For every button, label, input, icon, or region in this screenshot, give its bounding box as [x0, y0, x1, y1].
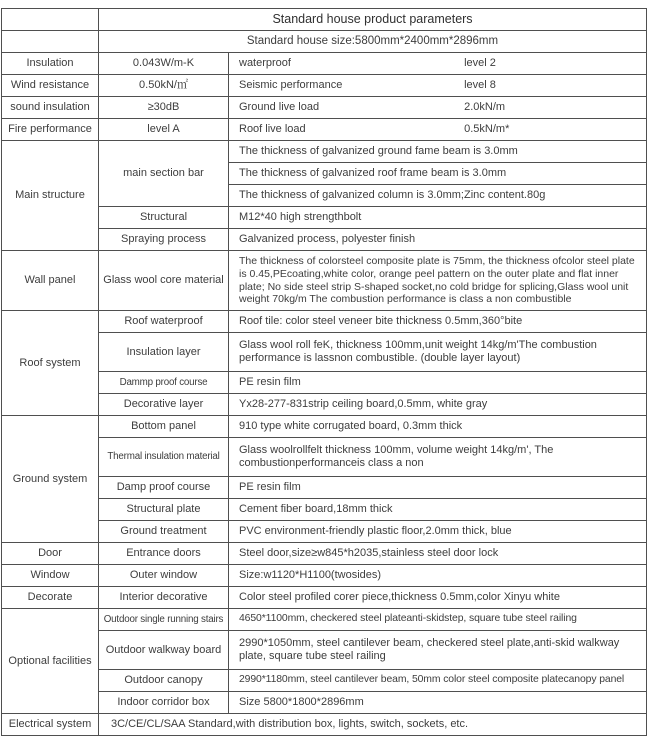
spec-value: ≥30dB [99, 97, 229, 119]
sub-outdoor-walkway-board: Outdoor walkway board [99, 631, 229, 670]
section-electrical-system: Electrical system [2, 714, 99, 736]
table-row [2, 229, 647, 251]
detail-value: Glass wool roll feK, thickness 100mm,unit weight 14kg/m'The combustion performance is lassnon combustible. (double layer layout) [229, 333, 647, 372]
spec-value: level A [99, 119, 229, 141]
table-row [2, 75, 647, 97]
table-row [2, 499, 647, 521]
table-row [2, 477, 647, 499]
sub-bottom-panel: Bottom panel [99, 416, 229, 438]
detail-value: Steel door,size≥w845*h2035,stainless steel door lock [229, 543, 647, 565]
detail-value: PE resin film [229, 372, 647, 394]
table-row [2, 609, 647, 631]
sub-main-section-bar: main section bar [99, 141, 229, 207]
section-optional-facilities: Optional facilities [2, 609, 99, 714]
spec-param-cell [229, 53, 647, 75]
house-size: Standard house size:5800mm*2400mm*2896mm [99, 31, 647, 53]
spec-value: 0.50kN/㎡ [99, 75, 229, 97]
detail-value: Glass woolrollfelt thickness 100mm, volume weight 14kg/m', The combustionperformanceis class a non [229, 438, 647, 477]
sub-interior-decorative: Interior decorative [99, 587, 229, 609]
detail-value: PVC environment-friendly plastic floor,2.0mm thick, blue [229, 521, 647, 543]
detail-value: PE resin film [229, 477, 647, 499]
param-value: level 8 [464, 79, 496, 92]
sub-ground-treatment: Ground treatment [99, 521, 229, 543]
detail-value: Size:w1120*H1100(twosides) [229, 565, 647, 587]
table-row [2, 543, 647, 565]
corner-empty-cell [2, 9, 99, 31]
table-row [2, 438, 647, 477]
sub-decorative-layer: Decorative layer [99, 394, 229, 416]
spec-param-cell [229, 97, 647, 119]
detail-value: 3C/CE/CL/SAA Standard,with distribution box, lights, switch, sockets, etc. [99, 714, 647, 736]
detail-value: 4650*1100mm, checkered steel plateanti-skidstep, square tube steel railing [229, 609, 647, 631]
table-row [2, 9, 647, 31]
section-window: Window [2, 565, 99, 587]
sub-dammp-proof-course: Dammp proof course [99, 372, 229, 394]
table-title: Standard house product parameters [99, 9, 647, 31]
sub-structural-plate: Structural plate [99, 499, 229, 521]
table-row [2, 311, 647, 333]
sub-thermal-insulation-material: Thermal insulation material [99, 438, 229, 477]
table-row [2, 251, 647, 311]
detail-value: 2990*1180mm, steel cantilever beam, 50mm color steel composite platecanopy panel [229, 670, 647, 692]
empty-cell [2, 31, 99, 53]
sub-structural: Structural [99, 207, 229, 229]
table-row [2, 714, 647, 736]
table-row [2, 565, 647, 587]
param-value: 2.0kN/m [464, 101, 506, 114]
spec-label: sound insulation [2, 97, 99, 119]
spec-line [239, 79, 641, 92]
table-row [2, 394, 647, 416]
table-row [2, 372, 647, 394]
table-row [2, 53, 647, 75]
detail-value: M12*40 high strengthbolt [229, 207, 647, 229]
table-row [2, 416, 647, 438]
section-ground-system: Ground system [2, 416, 99, 543]
sub-insulation-layer: Insulation layer [99, 333, 229, 372]
detail-value: Yx28-277-831strip ceiling board,0.5mm, white gray [229, 394, 647, 416]
sub-indoor-corridor-box: Indoor corridor box [99, 692, 229, 714]
table-row [2, 692, 647, 714]
table-row [2, 31, 647, 53]
detail-value: 2990*1050mm, steel cantilever beam, checkered steel plate,anti-skid walkway plate, square tube steel railing [229, 631, 647, 670]
table-row [2, 670, 647, 692]
sub-outdoor-canopy: Outdoor canopy [99, 670, 229, 692]
table-row [2, 521, 647, 543]
spec-line [239, 101, 641, 114]
param-name: waterproof [239, 57, 291, 70]
detail-value: 910 type white corrugated board, 0.3mm thick [229, 416, 647, 438]
table-row [2, 333, 647, 372]
detail-value: Size 5800*1800*2896mm [229, 692, 647, 714]
param-name: Roof live load [239, 123, 306, 136]
detail-value: Roof tile: color steel veneer bite thickness 0.5mm,360°bite [229, 311, 647, 333]
section-main-structure: Main structure [2, 141, 99, 251]
detail-value: The thickness of galvanized column is 3.0mm;Zinc content.80g [229, 185, 647, 207]
param-name: Seismic performance [239, 79, 343, 92]
sub-outdoor-single-running-stairs: Outdoor single running stairs [99, 609, 229, 631]
sub-entrance-doors: Entrance doors [99, 543, 229, 565]
sub-spraying-process: Spraying process [99, 229, 229, 251]
table-row [2, 97, 647, 119]
spec-label: Fire performance [2, 119, 99, 141]
section-wall-panel: Wall panel [2, 251, 99, 311]
spec-label: Wind resistance [2, 75, 99, 97]
spec-line [239, 123, 641, 136]
spec-label: Insulation [2, 53, 99, 75]
sub-outer-window: Outer window [99, 565, 229, 587]
detail-value: Cement fiber board,18mm thick [229, 499, 647, 521]
param-value: level 2 [464, 57, 496, 70]
table-row [2, 119, 647, 141]
section-decorate: Decorate [2, 587, 99, 609]
section-roof-system: Roof system [2, 311, 99, 416]
sub-glass-wool-core: Glass wool core material [99, 251, 229, 311]
spec-param-cell [229, 75, 647, 97]
spec-line [239, 57, 641, 70]
section-door: Door [2, 543, 99, 565]
table-row [2, 207, 647, 229]
table-row [2, 587, 647, 609]
spec-value: 0.043W/m-K [99, 53, 229, 75]
detail-value: The thickness of galvanized roof frame beam is 3.0mm [229, 163, 647, 185]
detail-value: The thickness of colorsteel composite plate is 75mm, the thickness ofcolor steel plate is 0.45,PEcoating,white color, orange peel pattern on the outer plate and flat inner plate; No side steel strip S-shaped socket,no cold bridge for splicing,Glass wool unit weight 70kg/m The combustion performance is class a non combustible [229, 251, 647, 311]
detail-value: The thickness of galvanized ground fame beam is 3.0mm [229, 141, 647, 163]
table-row [2, 631, 647, 670]
detail-value: Color steel profiled corer piece,thickness 0.5mm,color Xinyu white [229, 587, 647, 609]
param-name: Ground live load [239, 101, 320, 114]
detail-value: Galvanized process, polyester finish [229, 229, 647, 251]
spec-param-cell [229, 119, 647, 141]
param-value: 0.5kN/m* [464, 123, 510, 136]
sub-damp-proof-course: Damp proof course [99, 477, 229, 499]
table-row [2, 141, 647, 163]
product-parameters-table [1, 8, 647, 736]
sub-roof-waterproof: Roof waterproof [99, 311, 229, 333]
